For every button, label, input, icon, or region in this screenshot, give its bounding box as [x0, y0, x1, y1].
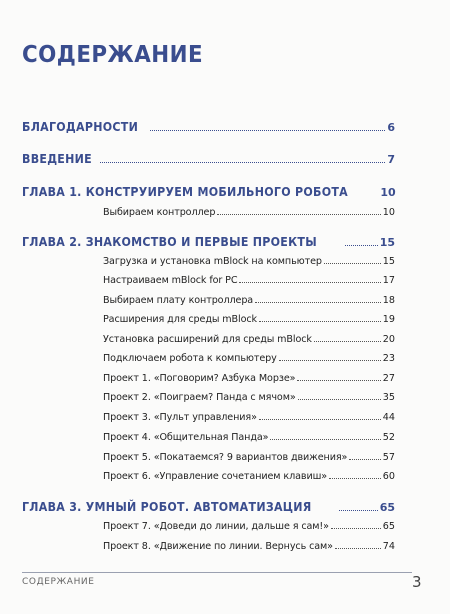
toc-entry-acknowledgements[interactable] [22, 120, 395, 134]
toc-subentry[interactable] [103, 295, 395, 306]
toc-entry-label: Расширения для среды mBlock [103, 314, 257, 325]
toc-subentry[interactable] [103, 541, 395, 552]
dot-leader [329, 477, 381, 479]
toc-entry-chapter-1[interactable] [22, 185, 395, 199]
toc-entry-label: БЛАГОДАРНОСТИ [22, 120, 139, 134]
dot-leader [259, 320, 381, 322]
toc-entry-page: 15 [379, 236, 395, 249]
toc-entry-page: 10 [382, 207, 395, 218]
toc-subentry[interactable] [103, 432, 395, 443]
toc-entry-page: 74 [382, 541, 395, 552]
toc-entry-label: Проект 4. «Общительная Панда» [103, 432, 269, 443]
footer-divider [22, 572, 412, 573]
toc-entry-page: 60 [382, 471, 395, 482]
toc-subentry[interactable] [103, 392, 395, 403]
toc-entry-page: 19 [382, 314, 395, 325]
toc-entry-page: 6 [387, 121, 395, 134]
dot-leader [255, 301, 381, 303]
dot-leader [297, 379, 380, 381]
toc-entry-label: Проект 2. «Поиграем? Панда с мячом» [103, 392, 296, 403]
dot-leader [339, 509, 378, 511]
toc-entry-label: Проект 5. «Покатаемся? 9 вариантов движения» [103, 452, 348, 463]
toc-entry-page: 7 [387, 153, 395, 166]
toc-subentry[interactable] [103, 471, 395, 482]
toc-entry-label: Проект 8. «Движение по линии. Вернусь сам» [103, 541, 333, 552]
toc-entry-page: 18 [382, 295, 395, 306]
dot-leader [270, 438, 380, 440]
toc-subentry[interactable] [103, 314, 395, 325]
toc-subentry[interactable] [103, 521, 395, 532]
dot-leader [335, 547, 381, 549]
dot-leader [324, 262, 381, 264]
toc-entry-page: 23 [382, 353, 395, 364]
dot-leader [100, 161, 385, 163]
dot-leader [239, 281, 380, 283]
toc-subentry[interactable] [103, 275, 395, 286]
dot-leader [298, 398, 381, 400]
toc-entry-chapter-2[interactable] [22, 235, 395, 249]
toc-subentry[interactable] [103, 412, 395, 423]
toc-entry-label: Проект 7. «Доведи до линии, дальше я сам!» [103, 521, 329, 532]
toc-entry-label: ГЛАВА 3. УМНЫЙ РОБОТ. АВТОМАТИЗАЦИЯ [22, 500, 312, 514]
toc-entry-label: Подключаем робота к компьютеру [103, 353, 277, 364]
toc-entry-label: Настраиваем mBlock for PC [103, 275, 238, 286]
toc-entry-page: 15 [382, 256, 395, 267]
toc-entry-page: 57 [382, 452, 395, 463]
toc-entry-label: Проект 1. «Поговорим? Азбука Морзе» [103, 373, 296, 384]
toc-entry-label: Установка расширений для среды mBlock [103, 334, 312, 345]
dot-leader [331, 527, 381, 529]
toc-entry-label: Загрузка и установка mBlock на компьютер [103, 256, 322, 267]
toc-entry-introduction[interactable] [22, 152, 395, 166]
toc-entry-label: ГЛАВА 1. КОНСТРУИРУЕМ МОБИЛЬНОГО РОБОТА [22, 185, 348, 199]
toc-entry-label: ГЛАВА 2. ЗНАКОМСТВО И ПЕРВЫЕ ПРОЕКТЫ [22, 235, 317, 249]
toc-entry-page: 17 [382, 275, 395, 286]
running-footer: СОДЕРЖАНИЕ [22, 577, 95, 587]
toc-entry-page: 44 [382, 412, 395, 423]
toc-entry-label: Выбираем плату контроллера [103, 295, 254, 306]
toc-entry-page: 20 [382, 334, 395, 345]
toc-entry-page: 27 [382, 373, 395, 384]
toc-subentry[interactable] [103, 373, 395, 384]
dot-leader [217, 213, 380, 215]
dot-leader [259, 418, 381, 420]
dot-leader [279, 359, 381, 361]
toc-subentry[interactable] [103, 256, 395, 267]
toc-entry-page: 35 [382, 392, 395, 403]
toc-entry-label: Проект 6. «Управление сочетанием клавиш» [103, 471, 328, 482]
dot-leader [345, 244, 378, 246]
toc-subentry[interactable] [103, 452, 395, 463]
toc-entry-page: 52 [382, 432, 395, 443]
dot-leader [349, 458, 381, 460]
toc-subentry[interactable] [103, 334, 395, 345]
toc-entry-page: 10 [380, 186, 396, 199]
page-number: 3 [412, 573, 422, 591]
toc-entry-page: 65 [379, 501, 395, 514]
toc-entry-label: Выбираем контроллер [103, 207, 216, 218]
toc-subentry[interactable] [103, 353, 395, 364]
toc-entry-label: Проект 3. «Пульт управления» [103, 412, 257, 423]
toc-subentry[interactable] [103, 207, 395, 218]
toc-entry-page: 65 [382, 521, 395, 532]
dot-leader [314, 340, 381, 342]
dot-leader [150, 129, 385, 131]
toc-entry-label: ВВЕДЕНИЕ [22, 152, 92, 166]
page-title: СОДЕРЖАНИЕ [22, 42, 204, 68]
toc-entry-chapter-3[interactable] [22, 500, 395, 514]
